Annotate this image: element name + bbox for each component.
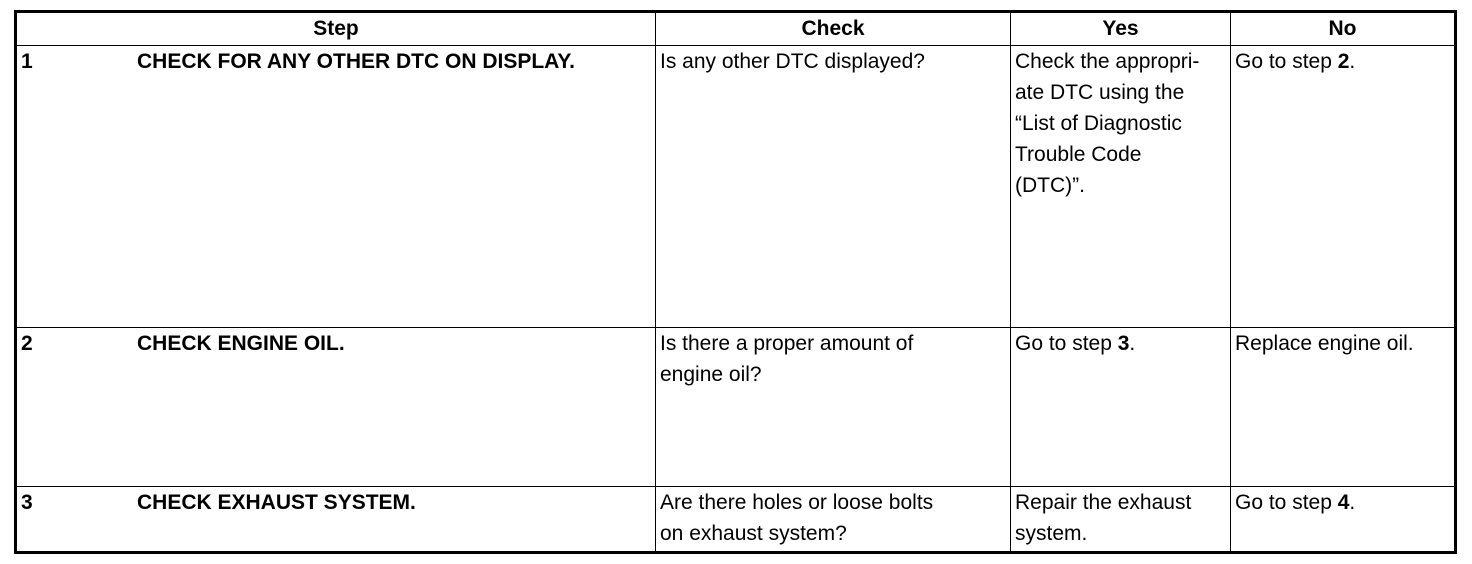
no-cell bbox=[1231, 327, 1456, 486]
check-cell bbox=[656, 486, 1011, 552]
yes-cell bbox=[1011, 327, 1231, 486]
yes-line: system. bbox=[1015, 521, 1088, 545]
header-check: Check bbox=[656, 12, 1011, 46]
step-number: 1 bbox=[21, 50, 33, 73]
step-cell bbox=[16, 486, 656, 552]
table-header-row bbox=[16, 12, 1456, 46]
header-yes: Yes bbox=[1011, 12, 1231, 46]
step-reference: 3 bbox=[1117, 331, 1130, 355]
yes-line: Repair the exhaust bbox=[1015, 490, 1192, 514]
step-title: CHECK EXHAUST SYSTEM. bbox=[137, 490, 416, 514]
diagnostic-table bbox=[14, 10, 1457, 554]
yes-line: “List of Diagnostic bbox=[1015, 112, 1182, 135]
table-row bbox=[16, 327, 1456, 486]
check-line: Are there holes or loose bolts bbox=[660, 490, 934, 514]
yes-cell bbox=[1011, 46, 1231, 328]
table-row bbox=[16, 46, 1456, 328]
no-text: Go to step bbox=[1235, 490, 1338, 514]
check-line: Is there a proper amount of bbox=[660, 331, 914, 355]
no-text: Go to step bbox=[1235, 50, 1338, 73]
step-cell bbox=[16, 46, 656, 328]
no-suffix: . bbox=[1349, 50, 1356, 73]
yes-text: Go to step bbox=[1015, 331, 1118, 355]
step-reference: 4 bbox=[1337, 490, 1350, 514]
yes-cell bbox=[1011, 486, 1231, 552]
no-suffix: . bbox=[1349, 490, 1356, 514]
step-cell bbox=[16, 327, 656, 486]
yes-line: ate DTC using the bbox=[1015, 81, 1185, 104]
table-row bbox=[16, 486, 1456, 552]
yes-suffix: . bbox=[1129, 331, 1136, 355]
header-step: Step bbox=[16, 12, 656, 46]
check-line: engine oil? bbox=[660, 362, 762, 386]
no-cell bbox=[1231, 486, 1456, 552]
check-cell bbox=[656, 46, 1011, 328]
step-title: CHECK FOR ANY OTHER DTC ON DISPLAY. bbox=[137, 50, 575, 73]
step-number: 2 bbox=[21, 331, 33, 355]
yes-line: Check the appropri- bbox=[1015, 50, 1200, 73]
check-line: on exhaust system? bbox=[660, 521, 847, 545]
step-number: 3 bbox=[21, 490, 33, 514]
header-no: No bbox=[1231, 12, 1456, 46]
step-reference: 2 bbox=[1337, 50, 1350, 73]
yes-line: Trouble Code bbox=[1015, 143, 1142, 166]
no-cell bbox=[1231, 46, 1456, 328]
yes-line: (DTC)”. bbox=[1015, 174, 1085, 197]
no-text: Replace engine oil. bbox=[1235, 331, 1414, 355]
check-text: Is any other DTC displayed? bbox=[660, 50, 925, 73]
check-cell bbox=[656, 327, 1011, 486]
step-title: CHECK ENGINE OIL. bbox=[137, 331, 345, 355]
